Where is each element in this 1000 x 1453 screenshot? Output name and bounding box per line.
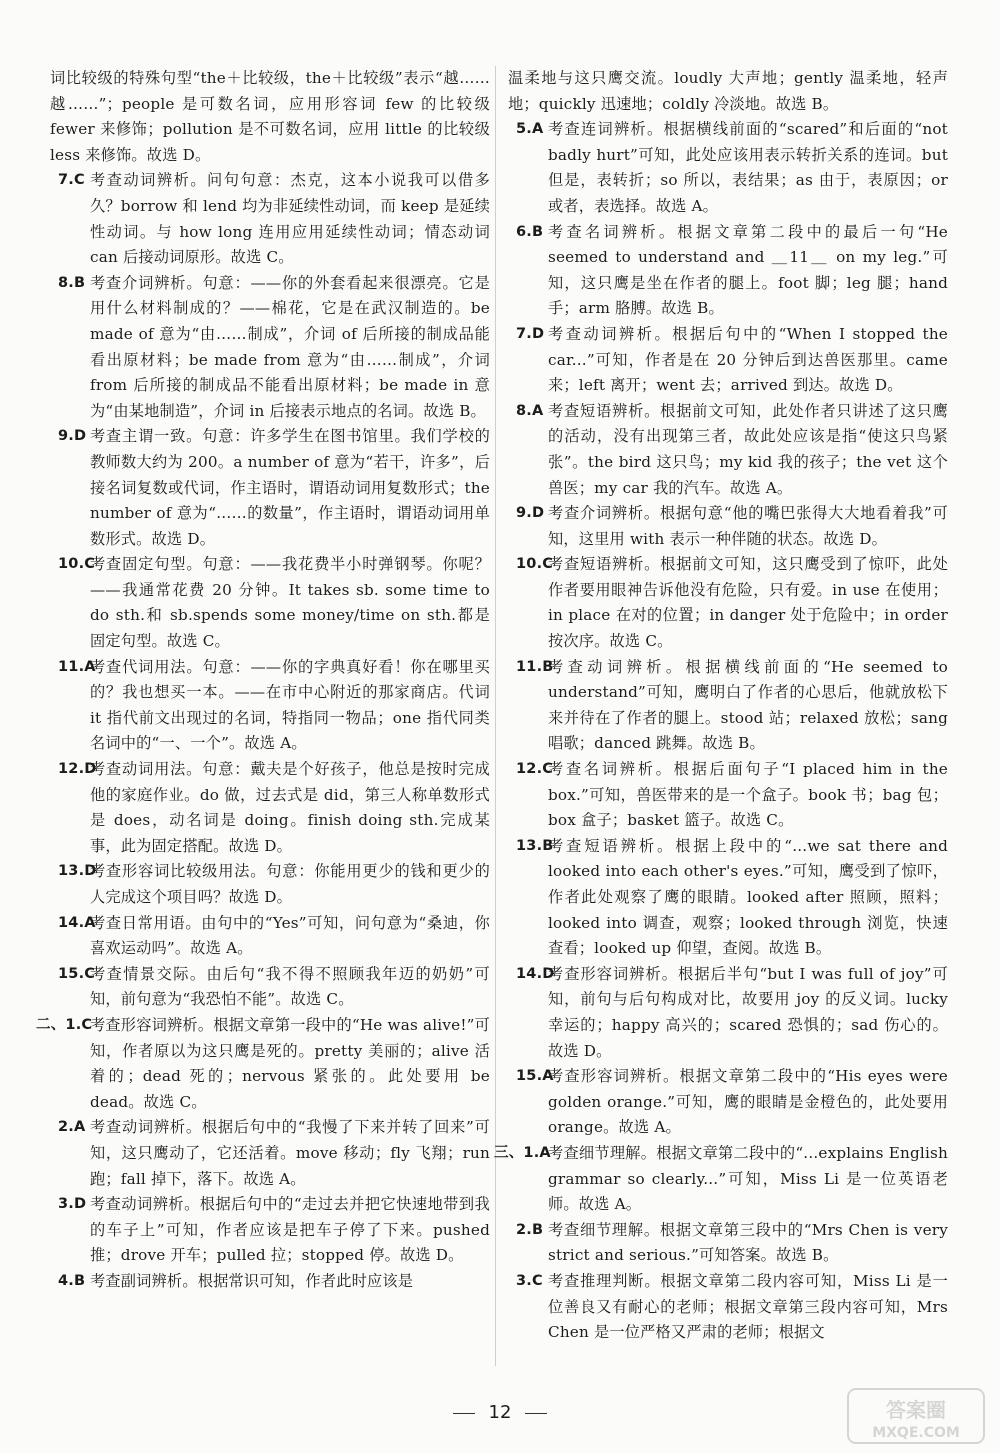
answer-number: 13.B [516,837,554,854]
answer-item [508,322,948,399]
answer-text: 考查副词辨析。根据常识可知，作者此时应该是 [90,1271,414,1290]
answer-text: 考查动词辨析。根据后句中的“我慢了下来并转了回来”可知，这只鹰动了，它还活着。move 移动；fly 飞翔；run 跑；fall 掉下，落下。故选 A。 [90,1118,490,1188]
answer-number: 8.B [58,274,86,291]
answer-text: 考查短语辨析。根据上段中的“...we sat there and looked into each other's eyes.”可知，鹰受到了惊吓，作者此处观察了鹰的眼睛。looked after 照顾，照料；looked into 调查，观察；looked through 浏览，快速查看；looked up 仰望，查阅。故选 B。 [548,836,948,958]
answer-item [50,962,490,1013]
answer-number: 6.B [516,223,544,240]
answer-item [50,655,490,757]
answer-number: 4.B [58,1272,86,1289]
answer-text: 考查形容词辨析。根据文章第二段中的“His eyes were golden orange.”可知，鹰的眼睛是金橙色的，此处要用 orange。故选 A。 [548,1067,948,1137]
answer-text: 考查短语辨析。根据前文可知，此处作者只讲述了这只鹰的活动，没有出现第三者，故此处应该是指“使这只鸟紧张”。the bird 这只鸟；my kid 我的孩子；the vet 这个兽医；my car 我的汽车。故选 A。 [548,401,948,497]
answer-item [508,834,948,962]
answer-number: 13.D [58,863,97,880]
answer-text: 考查形容词辨析。根据后半句“but I was full of joy”可知，前句与后句构成对比，故要用 joy 的反义词。lucky 幸运的；happy 高兴的；scared 恐惧的；sad 伤心的。故选 D。 [548,964,948,1060]
right-column [494,66,948,1346]
answer-number: 5.A [516,121,544,138]
answer-item [508,1218,948,1269]
column-divider [495,66,496,1366]
answer-number: 10.C [58,556,96,573]
answer-number: 11.B [516,658,554,675]
answer-text: 考查细节理解。根据文章第三段中的“Mrs Chen is very strict and serious.”可知答案。故选 B。 [548,1220,948,1265]
answer-item [508,655,948,757]
answer-item [50,1269,490,1295]
answer-number: 7.C [58,172,85,189]
answer-number: 12.D [58,761,97,778]
answer-number: 2.A [58,1119,86,1136]
answer-text: 考查动词辨析。问句句意：杰克，这本小说我可以借多久？borrow 和 lend 均为非延续性动词，而 keep 是延续性动词。与 how long 连用应用延续性动词；情态动词 can 后接动词原形。故选 C。 [90,171,490,267]
answer-number: 11.A [58,658,96,675]
watermark-top-text: 答案圈 [886,1398,946,1422]
answer-text: 考查动词用法。句意：戴夫是个好孩子，他总是按时完成他的家庭作业。do 做，过去式是 did，第三人称单数形式是 does，动名词是 doing。finish doing sth.完成某事，此为固定搭配。故选 D。 [90,760,490,855]
answer-text: 温柔地与这只鹰交流。loudly 大声地；gently 温柔地，轻声地；quickly 迅速地；coldly 冷淡地。故选 B。 [508,69,948,113]
watermark-logo [846,1387,986,1445]
answer-text: 考查介词辨析。句意：——你的外套看起来很漂亮。它是用什么材料制成的？——棉花，它是在武汉制造的。be made of 意为“由……制成”，介词 of 后所接的制成品能看出原材料；be made from 意为“由……制成”，介词 from 后所接的制成品不能看出原材料；be made in 意为“由某地制造”，介词 in 后接表示地点的名词。故选 B。 [90,273,490,420]
answer-item [508,1269,948,1346]
answer-item [508,399,948,501]
answer-item [508,117,948,219]
left-column [36,66,490,1295]
answer-text: 考查介词辨析。根据句意“他的嘴巴张得大大地看着我”可知，这里用 with 表示一种伴随的状态。故选 D。 [548,504,948,548]
answer-text: 考查代词用法。句意：——你的字典真好看！你在哪里买的？我也想买一本。——在市中心附近的那家商店。代词 it 指代前文出现过的名词，特指同一物品；one 指代同类名词中的“一、一个”。故选 A。 [90,657,490,753]
answer-number: 14.A [58,914,96,931]
page-dash-right [525,1413,547,1414]
answer-number: 9.D [58,428,87,445]
answer-number: 7.D [516,325,545,342]
answer-item [508,1064,948,1141]
answer-text: 考查形容词辨析。根据文章第一段中的“He was alive!”可知，作者原以为这只鹰是死的。pretty 美丽的；alive 活着的；dead 死的；nervous 紧张的。此处要用 be dead。故选 C。 [90,1015,490,1111]
page-dash-left [453,1413,475,1414]
answer-number: 10.C [516,556,554,573]
answer-item [50,911,490,962]
answer-item [508,552,948,654]
answer-continuation [50,66,490,168]
answer-item [50,1192,490,1269]
answer-text: 考查名词辨析。根据文章第二段中的最后一句“He seemed to understand and ＿11＿ on my leg.”可知，这只鹰是坐在作者的腿上。foot 脚；leg 腿；hand 手；arm 胳膊。故选 B。 [548,222,948,318]
answer-text: 考查连词辨析。根据横线前面的“scared”和后面的“not badly hurt”可知，此处应该用表示转折关系的连词。but 但是，表转折；so 所以，表结果；as 由于，表原因；or 或者，表选择。故选 A。 [548,120,948,215]
answer-item [50,757,490,859]
answer-number: 9.D [516,505,545,522]
answer-item [50,859,490,910]
answer-item [508,501,948,552]
answer-number: 3.D [58,1196,87,1213]
answer-item [508,220,948,322]
answer-item [494,1141,948,1218]
answer-text: 考查形容词比较级用法。句意：你能用更少的钱和更少的人完成这个项目吗？故选 D。 [90,862,490,906]
answer-item [36,1013,490,1115]
answer-text: 考查主谓一致。句意：许多学生在图书馆里。我们学校的教师数大约为 200。a number of 意为“若干，许多”，后接名词复数或代词，作主语时，谓语动词用复数形式；the number of 意为“……的数量”，作主语时，谓语动词用单数形式。故选 D。 [90,427,490,548]
page-number-text: 12 [488,1402,512,1423]
answer-text: 考查动词辨析。根据后句中的“走过去并把它快速地带到我的车子上”可知，作者应该是把车子停了下来。pushed 推；drove 开车；pulled 拉；stopped 停。故选 D。 [90,1195,490,1265]
answer-number: 三、1.A [494,1144,551,1161]
answer-item [50,168,490,270]
answer-text: 考查名词辨析。根据后面句子“I placed him in the box.”可知，兽医带来的是一个盒子。book 书；bag 包；box 盒子；basket 篮子。故选 C。 [548,760,948,830]
answer-item [50,1115,490,1192]
answer-number: 3.C [516,1272,543,1289]
answer-text: 考查情景交际。由后句“我不得不照顾我年迈的奶奶”可知，前句意为“我恐怕不能”。故选 C。 [90,964,490,1009]
answer-number: 15.C [58,965,96,982]
watermark-bottom-text: MXQE.COM [872,1425,960,1441]
answer-item [508,757,948,834]
answer-item [508,962,948,1064]
answer-text: 考查短语辨析。根据前文可知，这只鹰受到了惊吓，此处作者要用眼神告诉他没有危险，只有爱。in use 在使用；in place 在对的位置；in danger 处于危险中；in order 按次序。故选 C。 [548,555,948,651]
answer-text: 考查日常用语。由句中的“Yes”可知，问句意为“桑迪，你喜欢运动吗”。故选 A。 [90,913,490,958]
answer-text: 考查推理判断。根据文章第二段内容可知，Miss Li 是一位善良又有耐心的老师；根据文章第三段内容可知，Mrs Chen 是一位严格又严肃的老师；根据文 [548,1271,948,1342]
answer-text: 考查固定句型。句意：——我花费半小时弹钢琴。你呢？——我通常花费 20 分钟。It takes sb. some time to do sth.和 sb.spends some money/time on sth.都是固定句型。故选 C。 [90,555,490,651]
answer-item [50,271,490,425]
answer-number: 12.C [516,761,554,778]
answer-number: 8.A [516,402,544,419]
answer-number: 2.B [516,1221,544,1238]
answer-number: 14.D [516,965,555,982]
answer-text: 词比较级的特殊句型“the＋比较级，the＋比较级”表示“越……越……”；people 是可数名词，应用形容词 few 的比较级 fewer 来修饰；pollution 是不可数名词，应用 little 的比较级 less 来修饰。故选 D。 [50,69,490,164]
answer-text: 考查细节理解。根据文章第二段中的“...explains English grammar so clearly...”可知，Miss Li 是一位英语老师。故选 A。 [548,1143,948,1214]
answer-item [50,424,490,552]
answer-continuation [508,66,948,117]
answer-number: 二、1.C [36,1016,93,1033]
answer-item [50,552,490,654]
answer-number: 15.A [516,1068,554,1085]
answer-text: 考查动词辨析。根据横线前面的“He seemed to understand”可知，鹰明白了作者的心思后，他就放松下来并待在了作者的腿上。stood 站；relaxed 放松；sang 唱歌；danced 跳舞。故选 B。 [548,657,948,753]
answer-text: 考查动词辨析。根据后句中的“When I stopped the car...”可知，作者是在 20 分钟后到达兽医那里。came 来；left 离开；went 去；arrived 到达。故选 D。 [548,324,948,395]
